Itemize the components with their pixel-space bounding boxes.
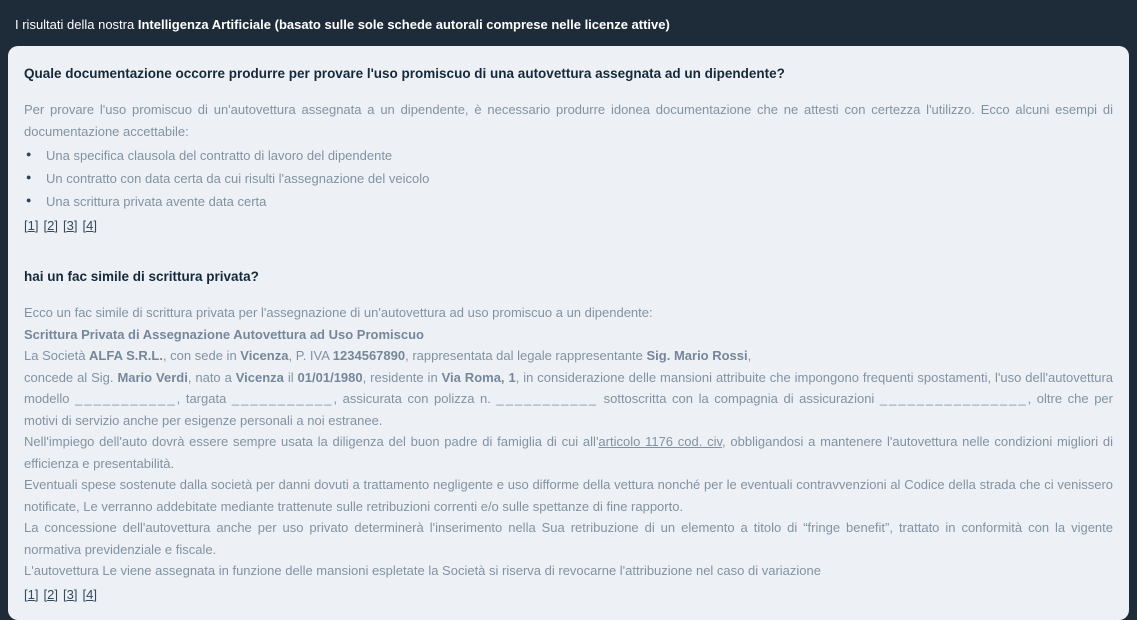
answer-bold-text: 1234567890 [332,348,406,363]
answer-text: il [283,369,298,385]
citations-row [24,584,1113,606]
answer-paragraph [24,324,1113,346]
inline-link[interactable]: articolo 1176 cod. civ [598,434,723,449]
results-panel [8,46,1129,620]
qa-question: hai un fac simile di scrittura privata? [24,269,259,284]
blank-field: ___________ [231,391,334,406]
answer-paragraph [24,345,1113,367]
answer-text: , nato a [187,369,236,385]
answer-text: Per provare l'uso promiscuo di un'autovettura assegnata a un dipendente, è necessario produrre idonea documentazione che ne attesti con certezza l'utilizzo. Ecco alcuni esempi di documentazione accettabile: [24,102,1113,139]
answer-paragraph [24,367,1113,432]
answer-text: , oltre che per motivi di servizio anche per esigenze personali a noi estranee. [24,391,1113,428]
bullet-item: ● Una scrittura privata avente data certa [26,190,1113,213]
bullet-item: ● Un contratto con data certa da cui risulti l'assegnazione del veicolo [26,167,1113,190]
answer-text: La concessione dell'autovettura anche per uso privato determinerà l'inserimento nella Sua retribuzione di un elemento a titolo di “fringe benefit”, trattato in conformità con la vigente normativa previdenziale e fiscale. [24,520,1113,557]
citation-link[interactable]: [2] [43,586,58,602]
answer-paragraph [24,560,1113,582]
bullet-list [26,144,1113,213]
citation-link[interactable]: [3] [62,586,78,602]
answer-text: , residente in [362,369,442,385]
answer-bold-text: Mario Verdi [117,369,188,385]
results-header [0,0,1137,44]
answer-paragraph [24,431,1113,474]
answer-text: , obbligandosi a mantenere l'autovettura nelle condizioni migliori di efficienza e presentabilità. [24,434,1113,471]
answer-text: , in considerazione delle mansioni attribuite che impongono frequenti spostamenti, l'uso dell'autovettura modello [24,369,1114,406]
answer-text: Nell'impiego dell'auto dovrà essere sempre usata la diligenza del buon padre di famiglia di cui all' [24,434,599,449]
citation-link[interactable]: [3] [62,218,78,233]
blank-field: ________________ [879,391,1028,406]
answer-text: , assicurata con polizza n. [333,391,497,406]
answer-bold-text: ALFA S.R.L. [89,348,163,363]
citation-link[interactable]: [1] [24,586,39,602]
answer-text: Eventuali spese sostenute dalla società per danni dovuti a trattamento negligente e uso difforme della vettura nonché per le eventuali contravvenzioni al Codice della strada che ci venissero notificate, Le verranno addebitate mediante trattenute sulle retribuzioni correnti e/o sulle spettanze di fine rapporto. [24,477,1113,514]
citation-link[interactable]: [4] [82,218,97,233]
answer-bold-text: Vicenza [235,369,284,385]
answer-text: sottoscritta con la compagnia di assicurazioni [598,391,880,406]
qa-block [24,267,1113,606]
answer-text: , targata [176,391,232,406]
answer-bold-text: Sig. Mario Rossi [646,348,748,363]
answer-text: L'autovettura Le viene assegnata in funzione delle mansioni espletate la Società si riserva di revocarne l'attribuzione nel caso di variazione [24,563,821,578]
citations-row [24,215,1113,237]
blank-field: ___________ [496,391,599,406]
answer-paragraph [24,517,1113,560]
citation-link[interactable]: [4] [82,586,97,602]
answer-text: , rappresentata dal legale rappresentante [405,348,647,363]
blank-field: ___________ [75,391,177,406]
answer-text: La Società [24,348,90,363]
citation-link[interactable]: [1] [24,218,39,233]
answer-bold-text: 01/01/1980 [297,369,363,385]
answer-paragraph [24,474,1113,517]
bullet-item: ● Una specifica clausola del contratto di lavoro del dipendente [26,144,1113,167]
results-header-prefix: I risultati della nostra [15,17,138,32]
citation-link[interactable]: [2] [43,218,58,233]
answer-text: concede al Sig. [24,369,118,385]
qa-question: Quale documentazione occorre produrre per provare l'uso promiscuo di una autovettura assegnata ad un dipendente? [24,66,785,81]
answer-bold-text: Via Roma, 1 [441,369,516,385]
qa-list [24,64,1113,606]
answer-paragraph [24,302,1113,324]
results-header-bold: Intelligenza Artificiale (basato sulle sole schede autorali comprese nelle licenze attive) [137,17,670,32]
answer-text: , con sede in [162,348,241,363]
answer-bold-text: Scrittura Privata di Assegnazione Autovettura ad Uso Promiscuo [24,326,424,342]
answer-paragraph [24,99,1113,142]
answer-bold-text: Vicenza [240,348,289,363]
qa-block [24,64,1113,237]
answer-text: , P. IVA [288,348,333,363]
answer-text: Ecco un fac simile di scrittura privata per l'assegnazione di un'autovettura ad uso promiscuo a un dipendente: [24,305,653,320]
answer-text: , [747,348,752,363]
